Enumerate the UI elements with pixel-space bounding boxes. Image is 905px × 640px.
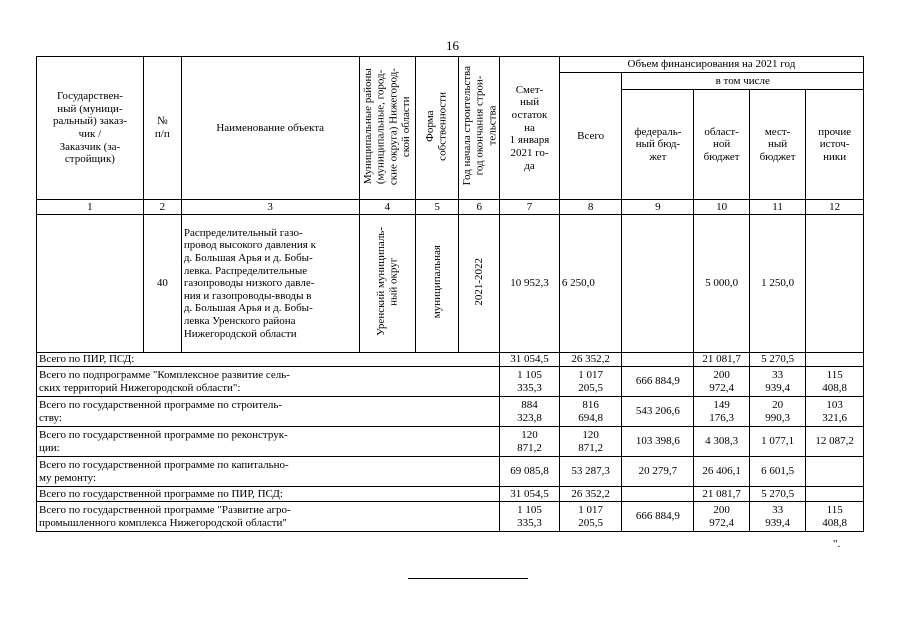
header-other: прочие источ- ники bbox=[806, 90, 864, 200]
summary-label: Всего по государственной программе по капитально- му ремонту: bbox=[37, 457, 500, 487]
summary-total: 816 694,8 bbox=[559, 397, 622, 427]
summary-other bbox=[806, 487, 864, 502]
closing-quote-mark: ". bbox=[833, 538, 841, 550]
column-number: 7 bbox=[500, 200, 560, 215]
summary-local: 1 077,1 bbox=[749, 427, 805, 457]
summary-local: 5 270,5 bbox=[749, 487, 805, 502]
column-number: 10 bbox=[694, 200, 749, 215]
summary-total: 1 017 205,5 bbox=[559, 502, 622, 532]
footer-divider bbox=[408, 578, 528, 579]
summary-row bbox=[37, 397, 864, 427]
column-number: 8 bbox=[559, 200, 622, 215]
summary-regional: 26 406,1 bbox=[694, 457, 749, 487]
summary-regional: 21 081,7 bbox=[694, 487, 749, 502]
header-remainder: Смет- ный остаток на 1 января 2021 го- да bbox=[500, 57, 560, 200]
object-number: 40 bbox=[143, 215, 181, 353]
summary-local: 33 939,4 bbox=[749, 367, 805, 397]
summary-remainder: 1 105 335,3 bbox=[500, 367, 560, 397]
summary-total: 120 871,2 bbox=[559, 427, 622, 457]
summary-label: Всего по государственной программе "Развитие агро- промышленного комплекса Нижегородской области" bbox=[37, 502, 500, 532]
summary-total: 53 287,3 bbox=[559, 457, 622, 487]
object-years bbox=[459, 215, 500, 353]
summary-total: 26 352,2 bbox=[559, 353, 622, 367]
column-number: 2 bbox=[143, 200, 181, 215]
summary-label: Всего по государственной программе по строитель- ству: bbox=[37, 397, 500, 427]
summary-federal: 20 279,7 bbox=[622, 457, 694, 487]
summary-row bbox=[37, 502, 864, 532]
column-numbers-row bbox=[37, 200, 864, 215]
summary-label: Всего по государственной программе по реконструк- ции: bbox=[37, 427, 500, 457]
object-other bbox=[806, 215, 864, 353]
summary-local: 6 601,5 bbox=[749, 457, 805, 487]
summary-other: 103 321,6 bbox=[806, 397, 864, 427]
column-number: 1 bbox=[37, 200, 144, 215]
summary-label: Всего по ПИР, ПСД: bbox=[37, 353, 500, 367]
summary-other bbox=[806, 457, 864, 487]
summary-row bbox=[37, 457, 864, 487]
object-district-text: Уренский муниципаль- ный округ bbox=[374, 227, 400, 337]
header-ownership-text: Форма собственности bbox=[424, 91, 450, 161]
summary-regional: 200 972,4 bbox=[694, 367, 749, 397]
summary-local: 33 939,4 bbox=[749, 502, 805, 532]
summary-federal: 543 206,6 bbox=[622, 397, 694, 427]
column-number: 11 bbox=[749, 200, 805, 215]
summary-row bbox=[37, 427, 864, 457]
summary-row bbox=[37, 353, 864, 367]
summary-remainder: 1 105 335,3 bbox=[500, 502, 560, 532]
summary-remainder: 120 871,2 bbox=[500, 427, 560, 457]
summary-label: Всего по государственной программе по ПИР, ПСД: bbox=[37, 487, 500, 502]
header-federal: федераль- ный бюд- жет bbox=[622, 90, 694, 200]
object-ownership-text: муниципальная bbox=[430, 245, 443, 319]
summary-other: 115 408,8 bbox=[806, 502, 864, 532]
object-row bbox=[37, 215, 864, 353]
summary-row bbox=[37, 367, 864, 397]
header-years bbox=[459, 57, 500, 200]
header-regional: област- ной бюджет bbox=[694, 90, 749, 200]
summary-total: 1 017 205,5 bbox=[559, 367, 622, 397]
header-customer: Государствен- ный (муници- pальный) заказ- чик / Заказчик (за- стройщик) bbox=[37, 57, 144, 200]
header-total: Всего bbox=[559, 73, 622, 200]
object-ownership bbox=[416, 215, 459, 353]
object-customer bbox=[37, 215, 144, 353]
summary-regional: 21 081,7 bbox=[694, 353, 749, 367]
header-local: мест- ный бюджет bbox=[749, 90, 805, 200]
summary-federal bbox=[622, 353, 694, 367]
header-ownership bbox=[416, 57, 459, 200]
header-district bbox=[359, 57, 415, 200]
header-number: № п/п bbox=[143, 57, 181, 200]
summary-local: 5 270,5 bbox=[749, 353, 805, 367]
column-number: 4 bbox=[359, 200, 415, 215]
summary-remainder: 31 054,5 bbox=[500, 353, 560, 367]
header-object-name: Наименование объекта bbox=[181, 57, 359, 200]
summary-other: 12 087,2 bbox=[806, 427, 864, 457]
object-local: 1 250,0 bbox=[749, 215, 805, 353]
column-number: 3 bbox=[181, 200, 359, 215]
summary-remainder: 884 323,8 bbox=[500, 397, 560, 427]
object-total: 6 250,0 bbox=[559, 215, 622, 353]
objects-table bbox=[36, 56, 864, 532]
header-including: в том числе bbox=[622, 73, 864, 90]
header-district-text: Муниципальные районы (муниципальные, город- ские округа) Нижегород- ской области bbox=[361, 67, 412, 185]
object-name: Распределительный газо- провод высокого давления к д. Большая Арья и д. Бобы- левка. Распределительные газопроводы низкого давле- ния и газопроводы-вводы в д. Большая Арья и д. Бобы- левка Уренского района Нижегородской области bbox=[181, 215, 359, 353]
summary-label: Всего по подпрограмме "Комплексное развитие сель- ских территорий Нижегородской области": bbox=[37, 367, 500, 397]
summary-other bbox=[806, 353, 864, 367]
object-district bbox=[359, 215, 415, 353]
object-regional: 5 000,0 bbox=[694, 215, 749, 353]
column-number: 5 bbox=[416, 200, 459, 215]
summary-federal: 666 884,9 bbox=[622, 502, 694, 532]
header-funding-group: Объем финансирования на 2021 год bbox=[559, 57, 863, 73]
summary-row bbox=[37, 487, 864, 502]
summary-local: 20 990,3 bbox=[749, 397, 805, 427]
summary-remainder: 69 085,8 bbox=[500, 457, 560, 487]
column-number: 9 bbox=[622, 200, 694, 215]
summary-regional: 200 972,4 bbox=[694, 502, 749, 532]
summary-federal: 103 398,6 bbox=[622, 427, 694, 457]
object-years-text: 2021-2022 bbox=[472, 257, 485, 306]
object-remainder: 10 952,3 bbox=[500, 215, 560, 353]
summary-other: 115 408,8 bbox=[806, 367, 864, 397]
object-federal bbox=[622, 215, 694, 353]
header-row-1 bbox=[37, 57, 864, 73]
column-number: 12 bbox=[806, 200, 864, 215]
summary-federal: 666 884,9 bbox=[622, 367, 694, 397]
summary-regional: 149 176,3 bbox=[694, 397, 749, 427]
header-years-text: Год начала строительства год окончания строи- тельства bbox=[461, 66, 499, 186]
summary-regional: 4 308,3 bbox=[694, 427, 749, 457]
summary-federal bbox=[622, 487, 694, 502]
page-number: 16 bbox=[446, 38, 459, 53]
summary-total: 26 352,2 bbox=[559, 487, 622, 502]
summary-remainder: 31 054,5 bbox=[500, 487, 560, 502]
column-number: 6 bbox=[459, 200, 500, 215]
